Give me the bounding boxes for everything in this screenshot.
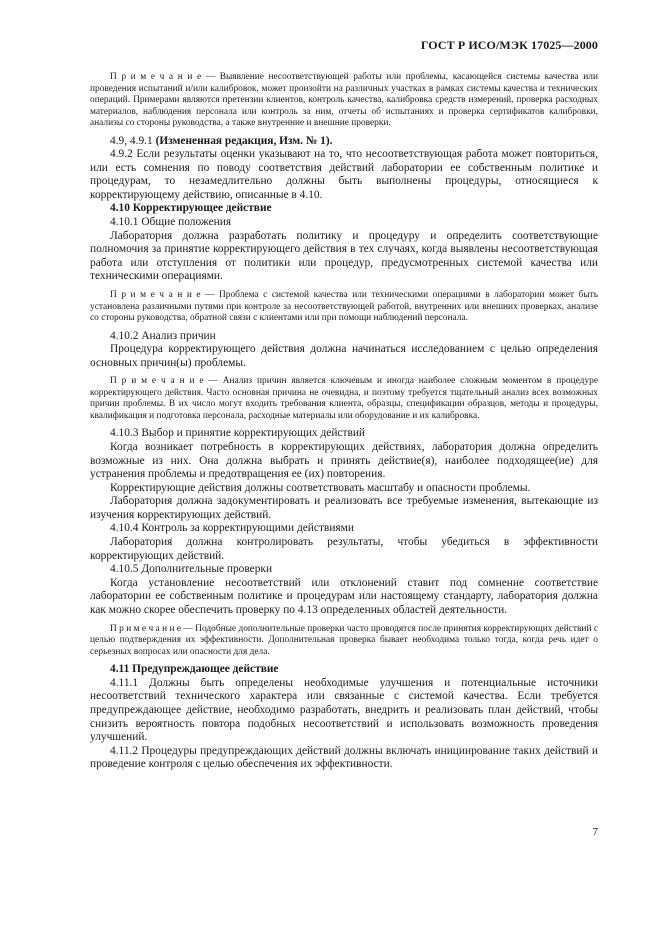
subsection-4-10-3: 4.10.3 Выбор и принятие корректирующих действий (110, 427, 366, 440)
body-paragraph-4-10-5: Когда установление несоответствий или отклонений ставит под сомнение соответствие лаборатории ее собственным политике и процедурам или настоящему стандарту, лаборатория должна как можно скорее обеспечить проверку по 4.13 определенных областей деятельности. (90, 576, 598, 617)
page-content (90, 72, 598, 772)
amendment-prefix: 4.9, 4.9.1 (110, 134, 156, 147)
document-header (421, 38, 598, 53)
note-paragraph: П р и м е ч а н и е — Подобные дополнительные проверки часто проводятся после принятия корректирующих действий с целью подтверждения их эффективности. Дополнительная проверка бывает необходима только тогда, когда речь идет о серьезных вопросах или опасности для дела. (90, 623, 598, 657)
body-paragraph-4-10-2: Процедура корректирующего действия должна начинаться исследованием с целью определения основных причин(ы) проблемы. (90, 343, 598, 369)
body-paragraph-4-10-4: Лаборатория должна контролировать результаты, чтобы убедиться в эффективности корректирующих действий. (90, 536, 598, 562)
body-paragraph-4-11-2: 4.11.2 Процедуры предупреждающих действий должны включать инициирование таких действий и проведение контроля с целью обеспечения их эффективности. (90, 744, 598, 771)
amendment-paragraph (90, 135, 598, 149)
subsection-4-10-5: 4.10.5 Дополнительные проверки (110, 563, 273, 576)
subsection-4-10-1: 4.10.1 Общие положения (110, 216, 232, 229)
subsection-4-10-2: 4.10.2 Анализ причин (110, 329, 216, 342)
body-paragraph-4-9-2: 4.9.2 Если результаты оценки указывают на то, что несоответствующая работа может повториться, или есть сомнения по поводу соответствия действий лаборатории ее собственным политике и процедурам, то незамедлительно должны быть выполнены процедуры, относящиеся к корректирующему действию, описанные в 4.10. (90, 148, 598, 201)
note-paragraph: П р и м е ч а н и е — Проблема с системой качества или техническими операциями в лаборатории может быть установлена различными путями при контроле за несоответствующей работой, внутренних или внешних проверках, анализе со стороны руководства, обратной связи с клиентами или при помощи наблюдений персонала. (90, 290, 598, 324)
note-paragraph: П р и м е ч а н и е — Выявление несоответствующей работы или проблемы, касающейся системы качества или проведения испытаний и/или калибровок, может произойти на различных участках в рамках системы качества и технических операций. Примерами являются претензии клиентов, контроль качества, калибровка средств измерений, проверка расходных материалов, наблюдения персонала или контроль за ним, отчеты об испытаниях и проверка сертификатов калибровки, анализы со стороны руководства, а также внутренние и внешние проверки. (90, 72, 598, 128)
document-id: ГОСТ Р ИСО/МЭК 17025—2000 (420, 38, 598, 52)
body-paragraph-4-10-3: Когда возникает потребность в корректирующих действиях, лаборатория должна определить возможные из них. Она должна выбрать и принять действие(я), наиболее подходящее(ие) для устранения проблемы и предотвращения ее (их) повторения. (90, 440, 598, 481)
section-heading-4-11: 4.11 Предупреждающее действие (110, 663, 279, 676)
subsection-4-10-4: 4.10.4 Контроль за корректирующими действиями (110, 522, 354, 535)
note-paragraph: П р и м е ч а н и е — Анализ причин является ключевым и иногда наиболее сложным моментом в процедуре корректирующего действия. Часто основная причина не очевидна, и поэтому требуется тщательный анализ всех возможных причин проблемы. В их число могут входить требования клиента, образцы, спецификации образцов, методы и процедуры, квалификация и подготовка персонала, расходные материалы или оборудование и их калибровка. (90, 376, 598, 421)
amendment-bold: (Измененная редакция, Изм. № 1). (155, 134, 333, 147)
body-paragraph-4-10-3c: Лаборатория должна задокументировать и реализовать все требуемые изменения, вытекающие из изучения корректирующих действий. (90, 495, 598, 521)
body-paragraph-4-10-1: Лаборатория должна разработать политику и процедуру и определить соответствующие полномочия за принятие корректирующего действия в тех случаях, когда выявлены несоответствующая работа или отступления от политики или процедур, предусмотренных системой качества или техническими операциями. (90, 229, 598, 283)
body-paragraph-4-11-1: 4.11.1 Должны быть определены необходимые улучшения и потенциальные источники несоответствий технического характера или связанные с системой качества. Если требуется предупреждающее действие, необходимо разработать, внедрить и реализовать план действий, чтобы снизить вероятность повтора подобных несоответствий и использовать возможность проведения улучшений. (90, 676, 598, 744)
page-number: 7 (592, 826, 598, 838)
body-paragraph-4-10-3b: Корректирующие действия должны соответствовать масштабу и опасности проблемы. (110, 481, 531, 494)
section-heading-4-10: 4.10 Корректирующее действие (110, 202, 272, 215)
